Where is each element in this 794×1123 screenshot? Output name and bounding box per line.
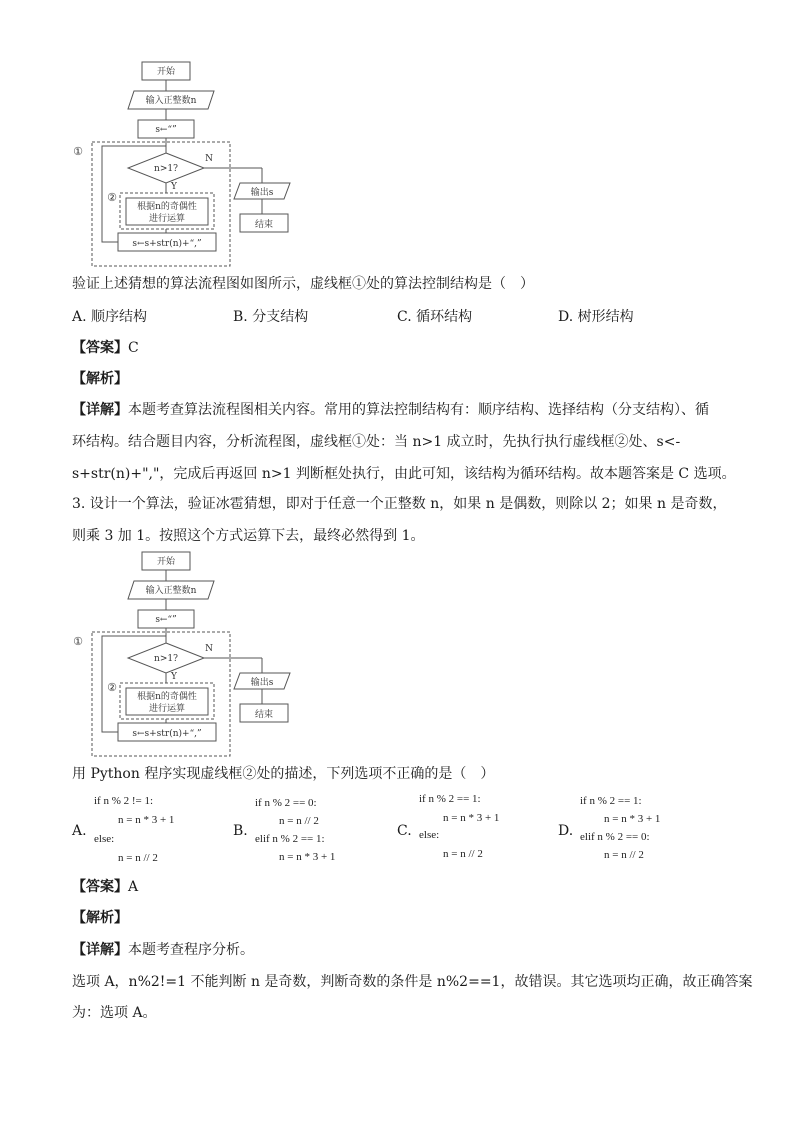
q3-detail-1: 【详解】本题考查程序分析。 — [72, 942, 254, 958]
output-text: 输出s — [250, 188, 274, 198]
append-text: s←s+str(n)+“,” — [132, 239, 202, 249]
q2-detail-1: 【详解】本题考查算法流程图相关内容。常用的算法控制结构有：顺序结构、选择结构（分支结构）、循 — [72, 402, 709, 418]
q3-option-a-code: if n % 2 != 1: n = n * 3 + 1 else: n = n // 2 — [94, 795, 175, 864]
box2-label: ② — [107, 681, 117, 694]
q3-analysis: 【解析】 — [72, 910, 128, 926]
init-text: s←“” — [155, 125, 177, 135]
q3-stem-1: 3. 设计一个算法，验证冰雹猜想，即对于任意一个正整数 n，如果 n 是偶数，则除以 2；如果 n 是奇数， — [72, 496, 727, 512]
q3-option-d-letter: D. — [558, 823, 574, 839]
end-text: 结束 — [254, 710, 274, 720]
q2-option-d: D. 树形结构 — [558, 309, 634, 325]
process-text-1: 根据n的奇偶性 — [137, 692, 197, 702]
flowchart-2 — [68, 546, 308, 760]
q2-option-c: C. 循环结构 — [397, 309, 473, 325]
output-text: 输出s — [250, 678, 274, 688]
yes-label: Y — [171, 182, 177, 192]
end-text: 结束 — [254, 220, 274, 230]
q3-stem-2: 则乘 3 加 1。按照这个方式运算下去，最终必然得到 1。 — [72, 528, 425, 544]
q3-question: 用 Python 程序实现虚线框②处的描述，下列选项不正确的是（ ） — [72, 766, 495, 782]
yes-label: Y — [171, 672, 177, 682]
q2-detail-2: 环结构。结合题目内容，分析流程图，虚线框①处：当 n>1 成立时，先执行执行虚线框②处、s<- — [72, 434, 681, 450]
process-text-2: 进行运算 — [148, 704, 186, 714]
q2-answer: 【答案】C — [72, 340, 139, 356]
input-text: 输入正整数n — [145, 96, 197, 106]
q2-detail-3: s+str(n)+","，完成后再返回 n>1 判断框处执行，由此可知，该结构为循环结构。故本题答案是 C 选项。 — [72, 466, 736, 482]
q2-option-b: B. 分支结构 — [233, 309, 309, 325]
q3-detail-2: 选项 A，n%2!=1 不能判断 n 是奇数，判断奇数的条件是 n%2==1，故错误。其它选项均正确，故正确答案 — [72, 974, 753, 990]
init-text: s←“” — [155, 615, 177, 625]
q3-option-b-letter: B. — [233, 823, 248, 839]
process-text-1: 根据n的奇偶性 — [137, 202, 197, 212]
no-label: N — [205, 154, 213, 164]
flowchart-1 — [68, 56, 308, 270]
box1-label: ① — [73, 145, 83, 158]
process-text-2: 进行运算 — [148, 214, 186, 224]
no-label: N — [205, 644, 213, 654]
q3-answer: 【答案】A — [72, 879, 139, 895]
input-text: 输入正整数n — [145, 586, 197, 596]
q3-option-d-code: if n % 2 == 1: n = n * 3 + 1 elif n % 2 == 0: n = n // 2 — [580, 795, 661, 861]
q2-option-a: A. 顺序结构 — [72, 309, 148, 325]
q3-detail-3: 为：选项 A。 — [72, 1005, 157, 1021]
q2-analysis: 【解析】 — [72, 371, 128, 387]
cond-text: n>1? — [154, 164, 178, 174]
start-text: 开始 — [156, 67, 176, 77]
q2-stem: 验证上述猜想的算法流程图如图所示，虚线框①处的算法控制结构是（ ） — [72, 276, 534, 292]
q3-option-c-code: if n % 2 == 1: n = n * 3 + 1 else: n = n // 2 — [419, 793, 500, 860]
q3-option-a-letter: A. — [72, 823, 87, 839]
q3-option-c-letter: C. — [397, 823, 412, 839]
box2-label: ② — [107, 191, 117, 204]
box1-label: ① — [73, 635, 83, 648]
cond-text: n>1? — [154, 654, 178, 664]
start-text: 开始 — [156, 557, 176, 567]
q3-option-b-code: if n % 2 == 0: n = n // 2 elif n % 2 == 1: n = n * 3 + 1 — [255, 797, 336, 863]
append-text: s←s+str(n)+“,” — [132, 729, 202, 739]
